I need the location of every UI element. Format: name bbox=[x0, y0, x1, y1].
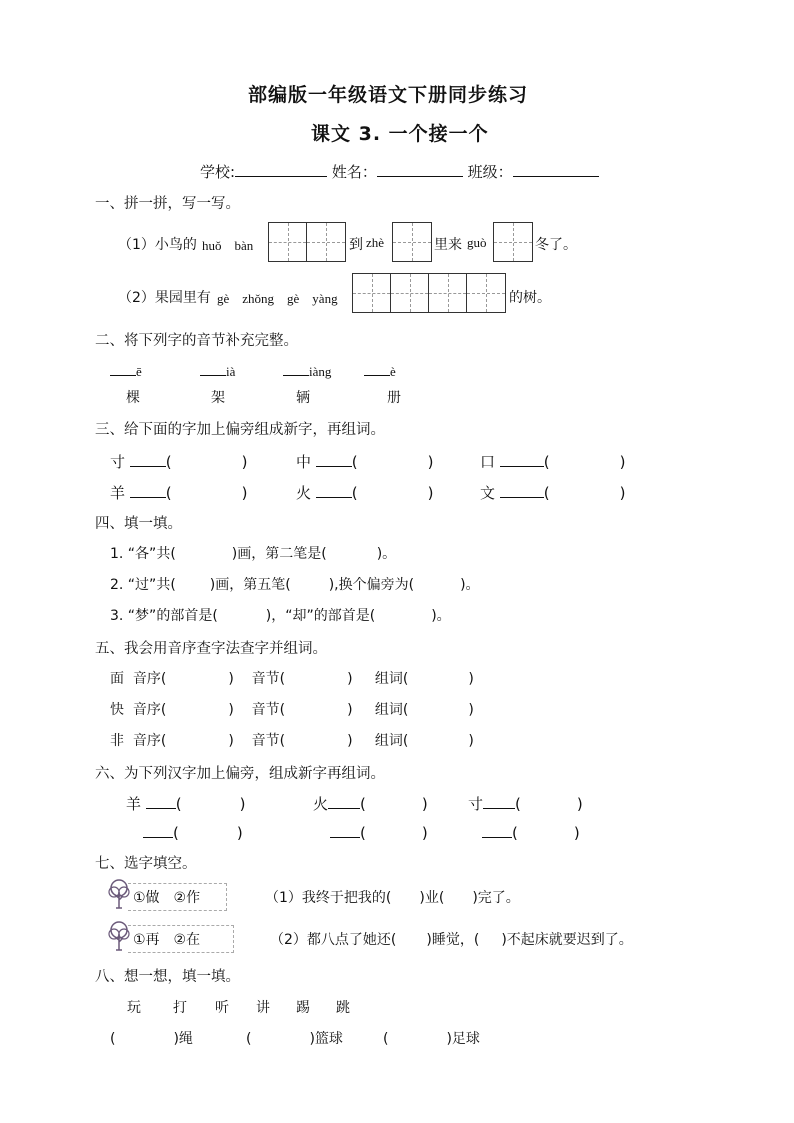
text: ( bbox=[246, 1031, 252, 1047]
s2-char: 册 bbox=[387, 390, 401, 406]
s8-word: 打 bbox=[173, 1000, 187, 1016]
label: 音节( bbox=[251, 733, 286, 749]
s3-char: 羊 bbox=[110, 484, 126, 502]
s3-char: 文 bbox=[480, 484, 496, 502]
text: )完了。 bbox=[472, 890, 520, 906]
text: 2. “过”共( bbox=[110, 577, 176, 593]
s6-item: 寸 ( ) bbox=[468, 795, 583, 813]
s8-word: 跳 bbox=[336, 1000, 350, 1016]
s3-char: 火 bbox=[296, 484, 312, 502]
s7-options-1: ①做 ②作 bbox=[133, 890, 201, 906]
section-8-heading: 八、想一想，填一填。 bbox=[95, 969, 240, 985]
s3-row-2: 羊 ( ) bbox=[110, 484, 248, 502]
s5-char: 快 bbox=[110, 702, 124, 718]
pinyin-final: ià bbox=[226, 364, 236, 379]
grid-cell[interactable] bbox=[269, 223, 307, 261]
s2-item bbox=[364, 361, 396, 380]
answer-blank[interactable] bbox=[500, 452, 544, 467]
answer-blank[interactable] bbox=[316, 483, 352, 498]
s5-char: 面 bbox=[110, 671, 124, 687]
pinyin-final: è bbox=[390, 364, 396, 379]
s1-q1-pinyin-3: guò bbox=[467, 235, 487, 250]
s2-item bbox=[110, 361, 142, 380]
name-label: 姓名： bbox=[331, 163, 377, 181]
s3-row-1: 口 ( ) bbox=[480, 453, 626, 471]
section-3-heading: 三、给下面的字加上偏旁组成新字，再组词。 bbox=[95, 422, 385, 438]
s2-char: 棵 bbox=[126, 390, 140, 406]
text: )足球 bbox=[446, 1031, 480, 1047]
s1-q1-grid-1[interactable] bbox=[268, 222, 346, 262]
page-title: 部编版一年级语文下册同步练习 bbox=[248, 84, 529, 106]
label: ) bbox=[347, 733, 353, 749]
answer-blank[interactable] bbox=[316, 452, 352, 467]
s5-row-3 bbox=[110, 730, 474, 750]
s1-q2-grid[interactable] bbox=[352, 273, 506, 313]
s2-char: 架 bbox=[211, 390, 225, 406]
label: ) bbox=[228, 671, 234, 687]
s1-q2-end: 的树。 bbox=[509, 290, 551, 306]
label: 音序( bbox=[132, 702, 167, 718]
s4-line-2 bbox=[110, 574, 480, 594]
text: ( bbox=[383, 1031, 389, 1047]
s6-item: 火 ( ) bbox=[313, 795, 428, 813]
s2-char: 辆 bbox=[296, 390, 310, 406]
s4-line-1 bbox=[110, 543, 396, 563]
s8-blank-2 bbox=[246, 1028, 343, 1048]
s6-item: ( ) bbox=[143, 823, 243, 842]
text: )，“却”的部首是( bbox=[265, 608, 376, 624]
text: ),换个偏旁为( bbox=[328, 577, 415, 593]
s8-blank-1 bbox=[110, 1028, 193, 1048]
s3-row-2: 火 ( ) bbox=[296, 484, 434, 502]
text: ( bbox=[110, 1031, 116, 1047]
answer-blank[interactable] bbox=[130, 483, 166, 498]
label: ) bbox=[228, 733, 234, 749]
answer-blank[interactable] bbox=[146, 794, 176, 809]
s5-row-1 bbox=[110, 668, 474, 688]
s5-char: 非 bbox=[110, 733, 124, 749]
grid-cell[interactable] bbox=[391, 274, 429, 312]
s2-item bbox=[283, 361, 331, 380]
answer-blank[interactable] bbox=[328, 794, 360, 809]
grid-cell[interactable] bbox=[494, 223, 532, 261]
s6-item: 羊 ( ) bbox=[126, 795, 246, 813]
answer-blank[interactable] bbox=[330, 823, 360, 838]
lesson-title: 课文 3. 一个接一个 bbox=[311, 123, 489, 145]
answer-blank[interactable] bbox=[130, 452, 166, 467]
s6-char: 火 bbox=[313, 795, 329, 813]
answer-blank[interactable] bbox=[500, 483, 544, 498]
text: （1）我终于把我的( bbox=[265, 890, 392, 906]
s8-blank-3 bbox=[383, 1028, 480, 1048]
section-7-heading: 七、选字填空。 bbox=[95, 856, 197, 872]
answer-blank[interactable] bbox=[482, 823, 512, 838]
name-blank[interactable] bbox=[377, 162, 463, 177]
s1-q2-pinyin: gè zhǒng gè yàng bbox=[217, 291, 338, 306]
text: )。 bbox=[376, 546, 397, 562]
s8-word: 玩 bbox=[127, 1000, 141, 1016]
answer-blank[interactable] bbox=[364, 361, 390, 376]
text: )画，第五笔( bbox=[209, 577, 291, 593]
s1-q1-pinyin-2: zhè bbox=[366, 235, 385, 250]
s1-q1-grid-3[interactable] bbox=[493, 222, 533, 262]
label: ) bbox=[347, 702, 353, 718]
s6-char: 羊 bbox=[126, 795, 142, 813]
s7-q1 bbox=[265, 887, 520, 907]
school-blank[interactable] bbox=[235, 162, 327, 177]
grid-cell[interactable] bbox=[307, 223, 345, 261]
grid-cell[interactable] bbox=[429, 274, 467, 312]
label: ) bbox=[347, 671, 353, 687]
s8-word: 踢 bbox=[296, 1000, 310, 1016]
label: ) bbox=[468, 702, 474, 718]
answer-blank[interactable] bbox=[200, 361, 226, 376]
school-label: 学校: bbox=[200, 163, 236, 181]
text: )业( bbox=[419, 890, 445, 906]
s1-q1-to: 到 bbox=[349, 237, 363, 253]
grid-cell[interactable] bbox=[353, 274, 391, 312]
s3-row-2: 文 ( ) bbox=[480, 484, 626, 502]
section-5-heading: 五、我会用音序查字法查字并组词。 bbox=[95, 641, 327, 657]
s8-word: 听 bbox=[215, 1000, 229, 1016]
s6-char: 寸 bbox=[468, 795, 484, 813]
pinyin-final: ē bbox=[136, 364, 142, 379]
text: )。 bbox=[431, 608, 451, 624]
s1-q1-mid: 里来 bbox=[434, 237, 462, 253]
section-1-heading: 一、拼一拼，写一写。 bbox=[95, 196, 240, 212]
text: （2）都八点了她还( bbox=[270, 932, 397, 948]
s8-word: 讲 bbox=[256, 1000, 270, 1016]
s1-q1-pinyin-1: huǒ bàn bbox=[202, 238, 254, 253]
label: 音序( bbox=[132, 671, 167, 687]
answer-blank[interactable] bbox=[110, 361, 136, 376]
section-2-heading: 二、将下列字的音节补充完整。 bbox=[95, 333, 298, 349]
label: 音节( bbox=[251, 702, 286, 718]
s1-q1-prefix: （1）小鸟的 bbox=[118, 237, 197, 253]
class-blank[interactable] bbox=[513, 162, 599, 177]
label: 音序( bbox=[132, 733, 167, 749]
s6-item: ( ) bbox=[330, 823, 428, 842]
s7-q2 bbox=[270, 929, 633, 949]
class-label: 班级： bbox=[467, 163, 513, 181]
s4-line-3 bbox=[110, 605, 451, 625]
answer-blank[interactable] bbox=[143, 823, 173, 838]
s3-row-1: 中 ( ) bbox=[296, 453, 434, 471]
text: )篮球 bbox=[309, 1031, 343, 1047]
s3-row-1: 寸 ( ) bbox=[110, 453, 248, 471]
s3-char: 口 bbox=[480, 453, 496, 471]
text: )绳 bbox=[173, 1031, 193, 1047]
label: 组词( bbox=[374, 671, 409, 687]
grid-cell[interactable] bbox=[393, 223, 431, 261]
s3-char: 寸 bbox=[110, 453, 126, 471]
label: ) bbox=[468, 671, 474, 687]
s6-item: ( ) bbox=[482, 823, 580, 842]
text: 3. “梦”的部首是( bbox=[110, 608, 218, 624]
section-6-heading: 六、为下列汉字加上偏旁，组成新字再组词。 bbox=[95, 766, 385, 782]
s1-q1-grid-2[interactable] bbox=[392, 222, 432, 262]
label: ) bbox=[468, 733, 474, 749]
s1-q2-prefix: （2）果园里有 bbox=[118, 290, 211, 306]
s1-q1-end: 冬了。 bbox=[535, 237, 577, 253]
s3-char: 中 bbox=[296, 453, 312, 471]
s2-item bbox=[200, 361, 235, 380]
s7-options-2: ①再 ②在 bbox=[133, 932, 201, 948]
pinyin-final: iàng bbox=[309, 364, 332, 379]
label: 组词( bbox=[374, 733, 409, 749]
text: )不起床就要迟到了。 bbox=[501, 932, 633, 948]
label: ) bbox=[228, 702, 234, 718]
section-4-heading: 四、填一填。 bbox=[95, 516, 182, 532]
text: )画，第二笔是( bbox=[231, 546, 327, 562]
text: )。 bbox=[460, 577, 480, 593]
student-info bbox=[200, 161, 599, 182]
label: 组词( bbox=[374, 702, 409, 718]
text: )睡觉，( bbox=[426, 932, 480, 948]
answer-blank[interactable] bbox=[483, 794, 515, 809]
answer-blank[interactable] bbox=[283, 361, 309, 376]
s5-row-2 bbox=[110, 699, 474, 719]
label: 音节( bbox=[251, 671, 286, 687]
text: 1. “各”共( bbox=[110, 546, 176, 562]
grid-cell[interactable] bbox=[467, 274, 505, 312]
